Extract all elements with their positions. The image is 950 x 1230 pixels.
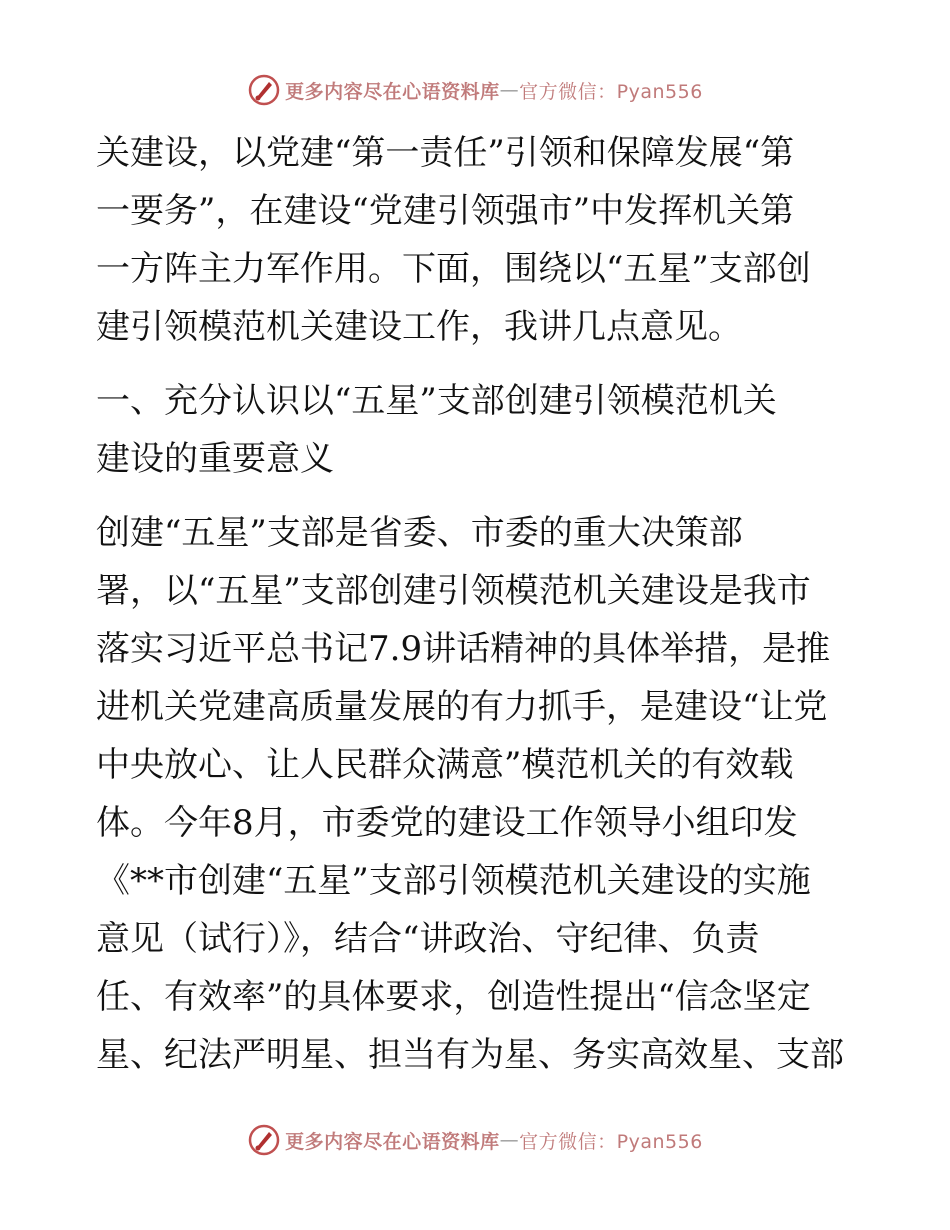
text-line: 创建“五星”支部是省委、市委的重大决策部	[96, 513, 743, 553]
text-line: 落实习近平总书记7.9讲话精神的具体举措，是推	[96, 629, 831, 669]
footer-watermark	[0, 1120, 950, 1160]
paragraph-main	[96, 504, 856, 1084]
section-heading	[96, 372, 856, 488]
header-watermark	[0, 70, 950, 110]
text-line: 体。今年8月，市委党的建设工作领导小组印发	[96, 803, 798, 843]
watermark-main-text: 更多内容尽在心语资料库	[285, 1130, 500, 1153]
text-line: 建引领模范机关建设工作，我讲几点意见。	[96, 307, 742, 347]
text-line: 关建设，以党建“第一责任”引领和保障发展“第	[96, 133, 795, 173]
brush-logo-icon	[247, 73, 281, 107]
text-line: 任、有效率”的具体要求，创造性提出“信念坚定	[96, 977, 811, 1017]
heading-line: 一、充分认识以“五星”支部创建引领模范机关	[96, 381, 777, 421]
watermark-main-text: 更多内容尽在心语资料库	[285, 80, 500, 103]
text-line: 意见（试行）》，结合“讲政治、守纪律、负责	[96, 919, 760, 959]
document-body	[96, 124, 856, 1084]
text-line: 《**市创建“五星”支部引领模范机关建设的实施	[96, 861, 811, 901]
text-line: 一方阵主力军作用。下面，围绕以“五星”支部创	[96, 249, 811, 289]
watermark-dash: —	[499, 79, 520, 101]
watermark-wechat-text: 官方微信：Pyan556	[519, 80, 703, 103]
watermark-wechat-text: 官方微信：Pyan556	[519, 1130, 703, 1153]
text-line: 进机关党建高质量发展的有力抓手，是建设“让党	[96, 687, 828, 727]
text-line: 星、纪法严明星、担当有为星、务实高效星、支部	[96, 1035, 844, 1075]
watermark-dash: —	[499, 1129, 520, 1151]
heading-line: 建设的重要意义	[96, 439, 334, 479]
text-line: 一要务”，在建设“党建引领强市”中发挥机关第	[96, 191, 795, 231]
paragraph-intro	[96, 124, 856, 356]
brush-logo-icon	[247, 1123, 281, 1157]
text-line: 中央放心、让人民群众满意”模范机关的有效载	[96, 745, 794, 785]
text-line: 署，以“五星”支部创建引领模范机关建设是我市	[96, 571, 811, 611]
